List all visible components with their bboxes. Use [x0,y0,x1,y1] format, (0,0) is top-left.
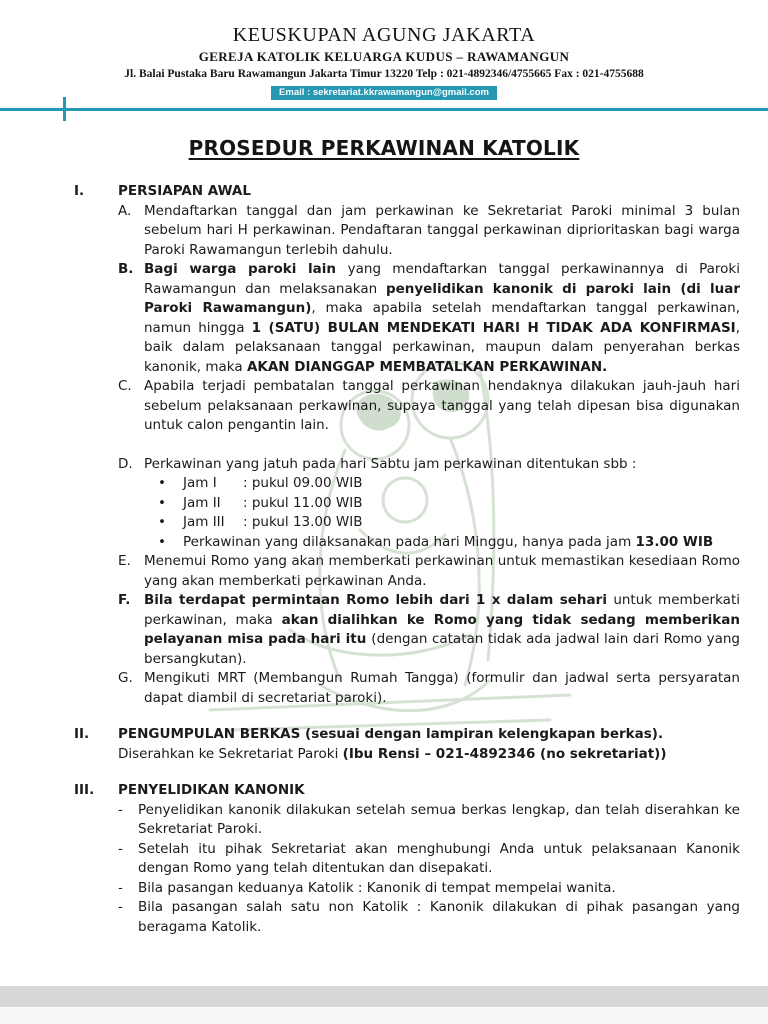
list-item-f [118,591,740,669]
header-rule-zone [0,102,768,118]
jam-time: : pukul 11.00 WIB [243,494,363,511]
dash-item [118,801,740,840]
bullet-icon: • [158,533,166,550]
item-marker: G. [118,670,133,686]
section-numeral: I. [74,183,85,199]
jam-label: Jam I [183,475,217,491]
page-edge-band [0,986,768,1024]
item-marker: E. [118,553,131,569]
item-marker: C. [118,378,132,394]
item-marker: F. [118,592,131,608]
text-segment: (Ibu Rensi – 021-4892346 (no sekretariat)) [342,745,667,762]
item-text: Setelah itu pihak Sekretariat akan menghubungi Anda untuk pelaksanaan Kanonik dengan Romo yang telah ditentukan dan disepakati. [138,840,740,876]
dash-item [118,879,740,899]
section-body [118,725,740,764]
bullet-item [158,513,740,533]
section-heading: PENYELIDIKAN KANONIK [118,782,305,798]
item-text: Apabila terjadi pembatalan tanggal perkawinan hendaknya dilakukan jauh-jauh hari sebelum pelaksanaan perkawinan, supaya tanggal yang telah dipesan bisa digunakan untuk calon pengantin lain. [144,378,740,433]
text-segment: AKAN DIANGGAP MEMBATALKAN PERKAWINAN. [246,358,608,375]
text-segment: penyelidikan kanonik di paroki lain (di luar Paroki Rawamangun) [144,280,740,316]
bullet-item [158,533,740,553]
list-item-b [118,260,740,377]
section-heading: PERSIAPAN AWAL [118,183,251,199]
address-line: Jl. Balai Pustaka Baru Rawamangun Jakarta Timur 13220 Telp : 021-4892346/4755665 Fax : 021-4755688 [124,68,644,80]
section-subtext [118,745,740,765]
section-body [118,781,740,937]
dash-icon: - [118,899,123,915]
list-item-g [118,669,740,708]
section-numeral: III. [74,782,95,798]
alpha-list [118,202,740,709]
organization-name: KEUSKUPAN AGUNG JAKARTA [232,24,536,46]
text-segment: Diserahkan ke Sekretariat Paroki [118,745,343,762]
list-item-c [118,377,740,436]
section-numeral: II. [74,726,90,742]
item-marker: A. [118,202,132,219]
item-text [144,591,740,669]
item-text: Mendaftarkan tanggal dan jam perkawinan ke Sekretariat Paroki minimal 3 bulan sebelum hari H perkawinan. Pendaftaran tanggal perkawinan diprioritaskan bagi warga Paroki Rawamangun terlebih dahulu. [144,202,740,258]
email-line: Email : sekretariat.kkrawamangun@gmail.com [271,86,497,100]
bullet-icon: • [158,494,166,511]
teal-horizontal-rule [0,108,768,111]
list-item-e [118,552,740,591]
section-persiapan-awal [74,182,740,708]
jam-bullet-list [158,474,740,552]
letterhead [0,0,768,118]
item-text: Bila pasangan salah satu non Katolik : Kanonik dilakukan di pihak pasangan yang beragama Katolik. [138,899,740,935]
dash-list [118,801,740,938]
document-title: PROSEDUR PERKAWINAN KATOLIK [188,136,580,160]
dash-item [118,898,740,937]
jam-time: : pukul 09.00 WIB [243,475,363,491]
jam-label: Jam III [183,514,225,530]
list-item-a [118,202,740,261]
text-segment: Perkawinan yang dilaksanakan pada hari Minggu, hanya pada jam [183,533,636,550]
item-text: Penyelidikan kanonik dilakukan setelah semua berkas lengkap, dan telah diserahkan ke Sekretariat Paroki. [138,801,740,837]
church-name: GEREJA KATOLIK KELUARGA KUDUS – RAWAMANGUN [198,49,570,64]
text-segment: yang mendaftarkan tanggal perkawinannya di Paroki Rawamangun dan melaksanakan [144,261,740,297]
text-segment: akan dialihkan ke Romo yang tidak sedang memberikan pelayanan misa pada hari itu [144,611,740,647]
text-segment: 13.00 WIB [635,533,714,550]
text-segment: untuk memberkati perkawinan, maka [144,592,740,628]
item-text: Bila pasangan keduanya Katolik : Kanonik di tempat mempelai wanita. [138,879,616,896]
item-text [144,260,740,377]
text-segment: Bila terdapat permintaan Romo lebih dari 1 x dalam sehari [144,592,614,608]
item-block [144,455,740,553]
bullet-item [158,494,740,514]
bullet-icon: • [158,514,166,530]
section-penyelidikan-kanonik [74,781,740,937]
dash-icon: - [118,801,123,818]
text-segment: (dengan catatan tidak ada jadwal lain dari Romo yang bersangkutan). [144,631,741,667]
list-item-d [118,455,740,553]
teal-vertical-tick [63,97,66,121]
bullet-text [183,533,713,553]
jam-label: Jam II [183,494,221,511]
text-segment: , baik dalam pelaksanaan tanggal perkawinan, maupun dalam penyerahan berkas kanonik, maka [144,319,741,375]
dash-icon: - [118,879,123,896]
text-segment: , maka apabila setelah mendaftarkan tanggal perkawinan, namun hingga [144,300,741,336]
dash-icon: - [118,840,123,857]
bullet-icon: • [158,475,166,491]
item-text: Perkawinan yang jatuh pada hari Sabtu jam perkawinan ditentukan sbb : [144,455,637,472]
dash-item [118,840,740,879]
jam-time: : pukul 13.00 WIB [243,514,363,530]
section-pengumpulan-berkas [74,725,740,764]
document-body [74,182,740,937]
section-body [118,182,740,708]
item-marker: D. [118,455,133,472]
text-segment: Bagi warga paroki lain [144,261,348,277]
item-marker: B. [118,261,134,277]
bullet-item [158,474,740,494]
section-heading: PENGUMPULAN BERKAS (sesuai dengan lampiran kelengkapan berkas). [118,726,664,742]
item-text: Mengikuti MRT (Membangun Rumah Tangga) (formulir dan jadwal serta persyaratan dapat diambil di secretariat paroki). [144,670,740,706]
item-text: Menemui Romo yang akan memberkati perkawinan untuk memastikan kesediaan Romo yang akan memberkati perkawinan Anda. [144,553,740,589]
text-segment: 1 (SATU) BULAN MENDEKATI HARI H TIDAK ADA KONFIRMASI [251,319,736,336]
